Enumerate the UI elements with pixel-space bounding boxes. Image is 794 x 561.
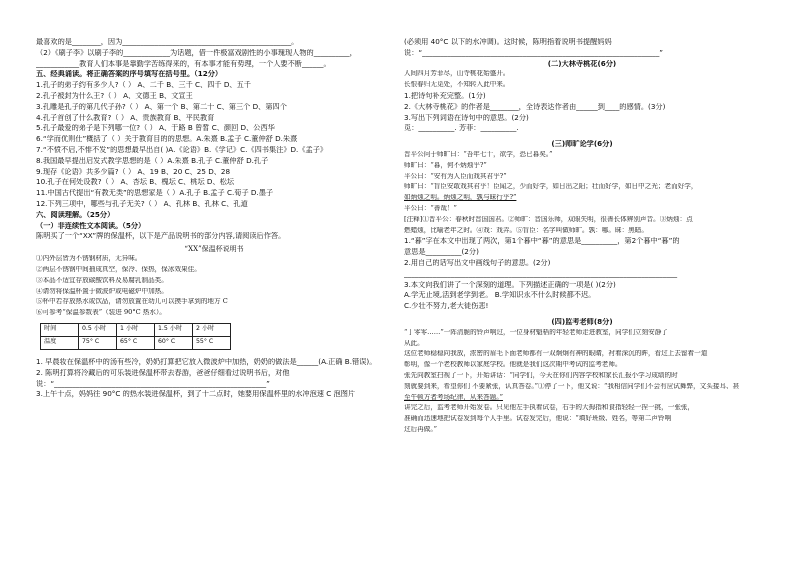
question-line: 2.孔子被封为什么王?（ ） A、文德王 B、文宣王 (36, 91, 193, 100)
text-line: 说：“__________________________________________________________________” (404, 48, 664, 57)
section-heading-5: 五、经典诵读。将正确答案的序号填写在括号里。（12分） (36, 70, 223, 79)
story-line: 讲完之后，监考老师开始发卷。只见他左手执着试卷，右手的大拇指和食指轻轻一捏一挑，一张张， (404, 404, 695, 412)
manual-item: ②两层不锈钢中间抽成真空，保冷、保热，保冰效果佳。 (36, 265, 201, 273)
table-cell: 60° C (155, 336, 193, 349)
table-cell: 0.5 小时 (79, 323, 117, 336)
manual-item: ①内外层皆为不锈钢材质，无异味。 (36, 255, 142, 263)
manual-title: “XX”保温杯说明书 (184, 245, 244, 254)
manual-item: ⑤杯中若存放热水或饮品，请勿放置在幼儿可以摸手拿到的地方 C (36, 298, 228, 306)
classical-line-underlined: 如炳烛之明。炳烛之明，孰与昧行乎?” (404, 194, 517, 202)
text-line: 最喜欢的是________，因为_______________________________________________。 (36, 38, 299, 46)
classical-line: 平公曰：“善哉！” (404, 204, 457, 212)
question-line: 1.孔子的弟子约有多少人?（ ） A、二千 B、三千 C、四千 D、五千 (36, 81, 251, 90)
story-line: 过后再做。” (404, 425, 438, 433)
text-line: (必须用 40°C 以下的水冲调)。这时候，陈明指着说明书提醒妈妈 (404, 38, 612, 46)
table-cell: 温度 (41, 336, 79, 349)
section-title-3: (三)师旷论学(6分) (551, 140, 613, 149)
question-line: 6.“学而优则仕”概括了（ ）关于教育目的的思想。A.朱熹 B.孟子 C.董仲舒 D.朱熹 (36, 135, 298, 144)
classical-line: 师旷曰：“暮，何不炳烛乎?” (404, 161, 487, 169)
table-cell: 75° C (79, 336, 117, 349)
story-line: 张先向教室扫视了一下，开始讲话：“同学们，今天在你们内容学校和家长汇报小学习成绩的时 (404, 371, 678, 379)
question-line: 3.孔雕是孔子的第几代子孙?（ ） A、第一个 B、第二十 C、第三个 D、第四个 (36, 102, 287, 111)
table-cell: 1 小时 (117, 323, 155, 336)
question-line: 9.现存《论语》共多少篇?（ ） A、19 B、20 C、25 D、28 (36, 167, 231, 176)
classical-line: 平公曰：“安有为人臣而戏其君乎?” (404, 172, 507, 180)
option-line: A.学无止境,活到老学到老。 B.学知识永不什么时候都不迟。 (404, 291, 596, 300)
story-line: 准确而迅速地把试卷发到每个人手里。试卷发完后，他说：“填好班级、姓名，等第二声铃响 (404, 415, 672, 423)
option-line: C.少壮不努力,老大徒伤悲! (404, 302, 489, 311)
classical-line: 晋平公问于师旷曰：“吾年七十，欲学，恐已暮矣。” (404, 150, 553, 158)
question-line: 10.孔子在何处设教?（ ） A、杏坛 B、槐坛 C、桃坛 D、松坛 (36, 178, 235, 187)
question-line: 12.下列三项中，哪些与孔子无关?（ ） A、孔林 B、孔林 C、孔道 (36, 199, 248, 208)
subsection-heading: （一）非连续性文本阅读。（5分） (36, 221, 146, 230)
poem-line: 人间四月芳菲尽，山寺桃花始盛开。 (404, 70, 510, 78)
notes-line: [注释]①晋平公：春秋时晋国国君。②师旷：晋国乐师，双眼失明，很善长体辨别声音。③炳烛：点 (404, 215, 693, 223)
classical-line: 师旷曰：“盲臣安敢戏其君乎！臣闻之，少而好学，如日出之阳；壮而好学，如日中之光；老而好学， (404, 183, 698, 191)
question-line: 3.上午十点，妈妈往 90°C 的热水装进保温杯，到了十二点时，她要用保温杯里的水冲泡速 C 泡图片 (36, 390, 356, 399)
section-title-4: (四)监考老师(8分) (551, 317, 613, 326)
question-line: 1.“暮”字在本文中出现了两次，第1个暮中“暮”的意思是__________，第2个暮中“暮”的 (404, 237, 680, 246)
section-title-2: (二)大林寺桃花(6分) (547, 59, 617, 68)
text-line: 陈明买了一个“XX”牌的保温杯，以下是产品说明书的部分内容,请阅读后作答。 (36, 232, 286, 241)
story-line: 从此。 (404, 339, 424, 347)
text-line: ____________教育人们本事是靠勤学苦练得来的，有本事才能有势理，一个人要不断______。 (36, 59, 331, 68)
question-line: 说：“___________________________________________________________” (36, 379, 270, 388)
table-row (41, 323, 231, 336)
question-line: 2. 陈明打算将冷藏后的可乐装进保温杯带去春游，爸爸仔细看过说明书后，对他 (36, 368, 290, 377)
table-cell: 2 小时 (193, 323, 231, 336)
question-line: 2.用自己的话写出文中画线句子的意思。(2分) (404, 258, 551, 267)
story-line: 彰明，像一个老校教师以家庭学校。他就是我们这次期中考试的监考老师。 (404, 361, 622, 369)
question-line: 1. 早晨妆在保温杯中的汤有些冷，奶奶打算把它放入微波炉中加热，奶奶的做法是______(A.正确 B.错误)。 (36, 357, 377, 366)
poem-line: 长恨春归无觅处，不知转入此中来。 (404, 81, 510, 89)
question-line: 7.“不愤不启,不悱不发”的思想最早出自( )A.《论语》B.《学记》C.《四书集注》D.《孟子》 (36, 145, 328, 154)
story-line: 这位老师稳稳向我放，浓密的眉毛下面老师都有一双炯炯有神的眼睛，衬着深沉的眸，看过上去留着一道 (404, 350, 708, 358)
table-cell: 1.5 小时 (155, 323, 193, 336)
table-cell: 时间 (41, 323, 79, 336)
question-line: 4.孔子首创了什么教育?（ ） A、贵族教育 B、平民教育 (36, 113, 215, 122)
story-line: 刻就要到来，希望你们 不要紧张，认真答卷。”①停了一下，他又说：“我相信同学们不会有应试舞弊，文头接耳、甚 (404, 382, 740, 390)
question-line: 11.中国古代提出“有教无类”的思想家是（ ）A.孔子 B.孟子 C.荀子 D.墨子 (36, 189, 274, 198)
story-line-underlined: 至牛顿方者考场纪律，从来答题。” (404, 393, 503, 401)
insulation-table (40, 323, 231, 350)
question-line: 意思是__________(2分) (404, 248, 479, 257)
manual-item: ⑥可参考“保温参数表”（装进 90°C 热水）。 (36, 309, 166, 317)
question-line: 3.写出下列词语在诗句中的意思。(2分) (404, 113, 529, 122)
left-column (36, 38, 392, 401)
question-line: 5.孔子最爱的弟子是下列哪一位?（ ） A、于路 B 曾皙 C、颜回 D、公西华 (36, 124, 275, 133)
question-line: 1.把诗句补充完整。(1分) (404, 91, 486, 100)
answer-line: ____________________________________________________________________________ (404, 269, 678, 278)
table-cell: 65° C (117, 336, 155, 349)
manual-item: ③本品不适宜存放碳酸饮料及易腐乳制品类。 (36, 276, 168, 284)
question-line: 8.我国最早提出启发式教学思想的是（ ）A.朱熹 B.孔子 C.董仲舒 D.孔子 (36, 156, 269, 165)
manual-item: ④请勿将保温杯置于微波炉或电磁炉中加热。 (36, 287, 168, 295)
story-line: “丁零零……”一阵清脆的铃声响过，一位身材魁梧的年轻老师走进教室，同学们立刻安静了 (404, 328, 668, 336)
table-row (41, 336, 231, 349)
question-line: 觅：__________. 芳菲：__________. (404, 124, 519, 133)
question-line: 3.本文向我们讲了一个深刻的道理。下列描述正确的一项是( )(2分) (404, 280, 616, 289)
right-column (404, 38, 760, 437)
question-line: 2.《大林寺桃花》的作者是________，全诗表达作者由______到____的感情。(3分) (404, 102, 666, 111)
text-line: （2）《刷子李》以刷子李的_____________为话题，借一件极富戏剧性的小事瑰现人物的__________， (36, 48, 357, 57)
table-cell: 55° C (193, 336, 231, 349)
notes-line: 燃蜡烛，比喻老年之时。④戏：戏弄。⑤盲臣：名字叫做师旷。孰：哪。昧：黑暗。 (404, 226, 648, 234)
section-heading-6: 六、阅读理解。（25分） (36, 210, 115, 219)
